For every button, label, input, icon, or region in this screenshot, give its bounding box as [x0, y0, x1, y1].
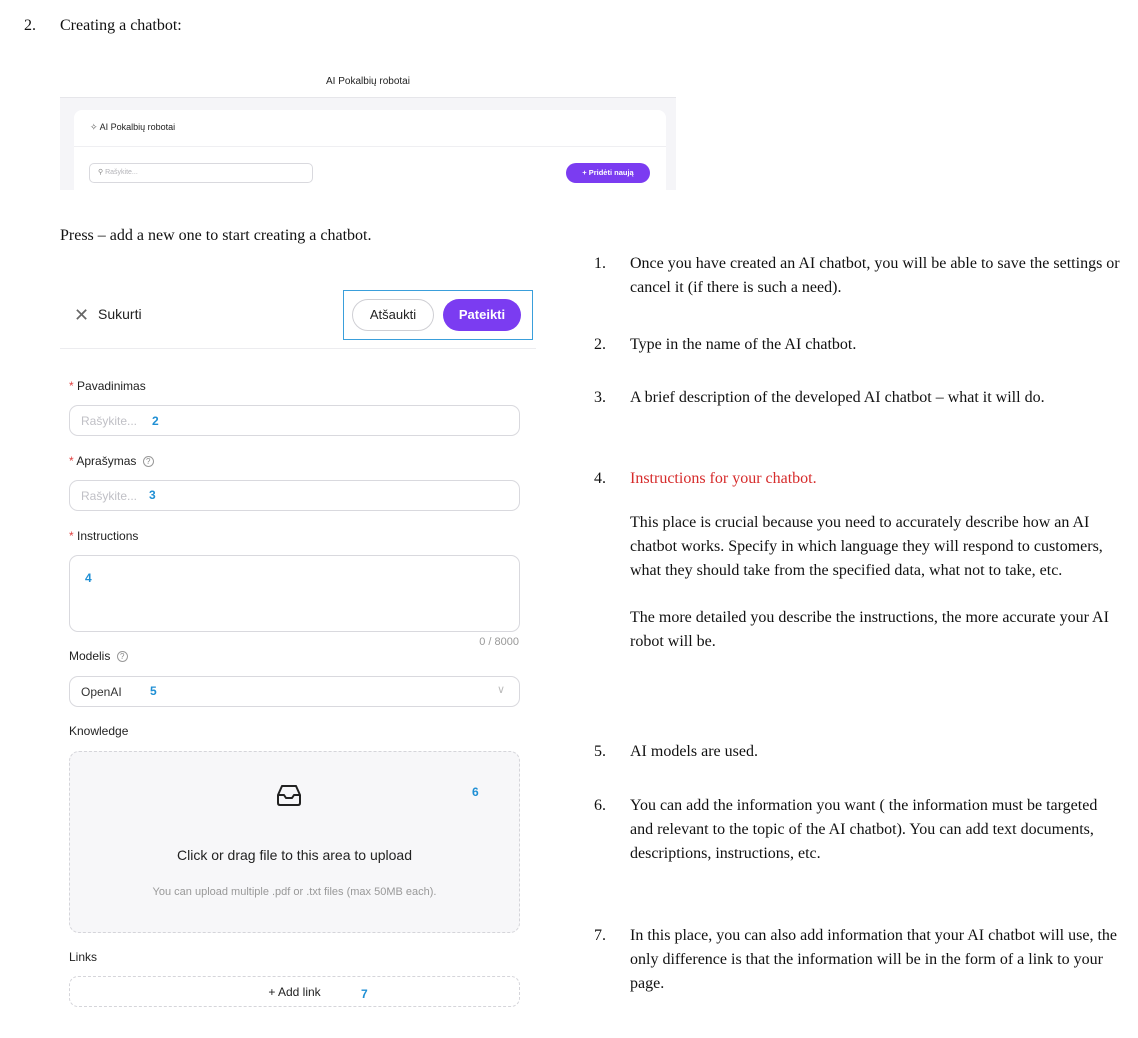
list-text: A brief description of the developed AI chatbot – what it will do.: [630, 389, 1045, 406]
add-link-button[interactable]: [69, 976, 520, 1007]
list-text: You can add the information you want ( the information must be targeted and relevant to the topic of the AI chatbot). You can add text documents, descriptions, instructions, etc.: [630, 797, 1098, 862]
help-icon[interactable]: ?: [117, 651, 128, 662]
upload-main-text: Click or drag file to this area to upload: [176, 847, 412, 863]
list-number: 1.: [594, 255, 606, 272]
model-label-text: Modelis: [69, 649, 111, 663]
card-divider: [74, 146, 666, 147]
help-icon[interactable]: ?: [143, 456, 154, 467]
list-item: [594, 794, 1124, 866]
character-counter: 0 / 8000: [479, 636, 519, 648]
list-text-highlighted: Instructions for your chatbot.: [630, 470, 817, 487]
submit-button[interactable]: Pateikti: [443, 299, 521, 331]
model-selected-value: OpenAI: [81, 685, 122, 699]
cancel-button[interactable]: Atšaukti: [352, 299, 434, 331]
required-mark: *: [69, 529, 74, 543]
model-select[interactable]: [69, 676, 520, 707]
search-icon: ⚲: [98, 169, 104, 176]
name-label: [69, 379, 146, 393]
name-input[interactable]: [69, 405, 520, 436]
name-label-text: Pavadinimas: [77, 379, 146, 393]
marker-5: 5: [150, 684, 157, 698]
description-label-text: Aprašymas: [76, 454, 137, 468]
chatbot-list-screenshot: [60, 66, 676, 190]
chevron-down-icon: ∨: [496, 684, 505, 696]
list-item: [594, 333, 1124, 357]
list-number: 6.: [594, 797, 606, 814]
card-title: [90, 122, 175, 133]
list-item: [594, 386, 1124, 410]
list-number: 4.: [594, 470, 606, 487]
list-text: Type in the name of the AI chatbot.: [630, 336, 857, 353]
card-title-text: AI Pokalbių robotai: [99, 122, 176, 132]
instructions-textarea[interactable]: [69, 555, 520, 632]
required-mark: *: [69, 454, 74, 468]
list-text: Once you have created an AI chatbot, you will be able to save the settings or cancel it (if there is such a need).: [630, 255, 1120, 296]
marker-3: 3: [149, 488, 156, 502]
list-item: [594, 467, 1124, 654]
description-label: [69, 454, 154, 468]
list-item: [594, 252, 1124, 300]
press-instruction: Press – add a new one to start creating a chatbot.: [60, 227, 372, 244]
search-input[interactable]: [89, 163, 313, 183]
marker-2: 2: [152, 414, 159, 428]
list-top-title: AI Pokalbių robotai: [60, 66, 676, 98]
links-label-text: Links: [69, 950, 98, 964]
list-card: [74, 110, 666, 190]
heading-number: 2.: [24, 17, 36, 34]
marker-4: 4: [85, 571, 92, 585]
list-number: 5.: [594, 743, 606, 760]
inbox-icon: [277, 784, 301, 806]
sparkle-icon: ✧: [90, 122, 98, 132]
upload-hint-text: You can upload multiple .pdf or .txt files (max 50MB each).: [152, 886, 437, 898]
header-divider: [60, 348, 536, 349]
search-placeholder: Rašykite...: [105, 169, 138, 176]
description-placeholder: Rašykite...: [81, 489, 138, 503]
section-heading: [24, 14, 182, 38]
upload-dropzone[interactable]: [69, 751, 520, 933]
add-link-text: + Add link: [268, 985, 321, 999]
list-item: [594, 924, 1124, 996]
marker-6: 6: [472, 785, 479, 799]
description-input[interactable]: [69, 480, 520, 511]
create-chatbot-form: [60, 285, 536, 1025]
heading-text: Creating a chatbot:: [60, 17, 182, 34]
instructions-label: [69, 529, 138, 543]
instructions-label-text: Instructions: [77, 529, 139, 543]
form-title: Sukurti: [98, 306, 142, 322]
knowledge-label-text: Knowledge: [69, 724, 129, 738]
list-text: In this place, you can also add information that your AI chatbot will use, the only difference is that the information will be in the form of a link to your page.: [630, 927, 1117, 992]
list-number: 3.: [594, 389, 606, 406]
instructions-paragraph-1: This place is crucial because you need to accurately describe how an AI chatbot works. Specify in which language they will respond to customers, what they should take from the specified data, what not to take, etc.: [630, 514, 1103, 579]
name-placeholder: Rašykite...: [81, 414, 138, 428]
list-text: AI models are used.: [630, 743, 758, 760]
links-label: [69, 950, 97, 964]
close-icon[interactable]: ✕: [74, 305, 90, 325]
model-label: [69, 649, 128, 663]
add-new-button[interactable]: + Pridėti naują: [566, 163, 650, 183]
required-mark: *: [69, 379, 74, 393]
list-number: 2.: [594, 336, 606, 353]
list-number: 7.: [594, 927, 606, 944]
knowledge-label: [69, 724, 128, 738]
list-item: [594, 740, 1124, 764]
marker-7: 7: [361, 987, 368, 1001]
instructions-paragraph-2: The more detailed you describe the instructions, the more accurate your AI robot will be.: [630, 609, 1109, 650]
